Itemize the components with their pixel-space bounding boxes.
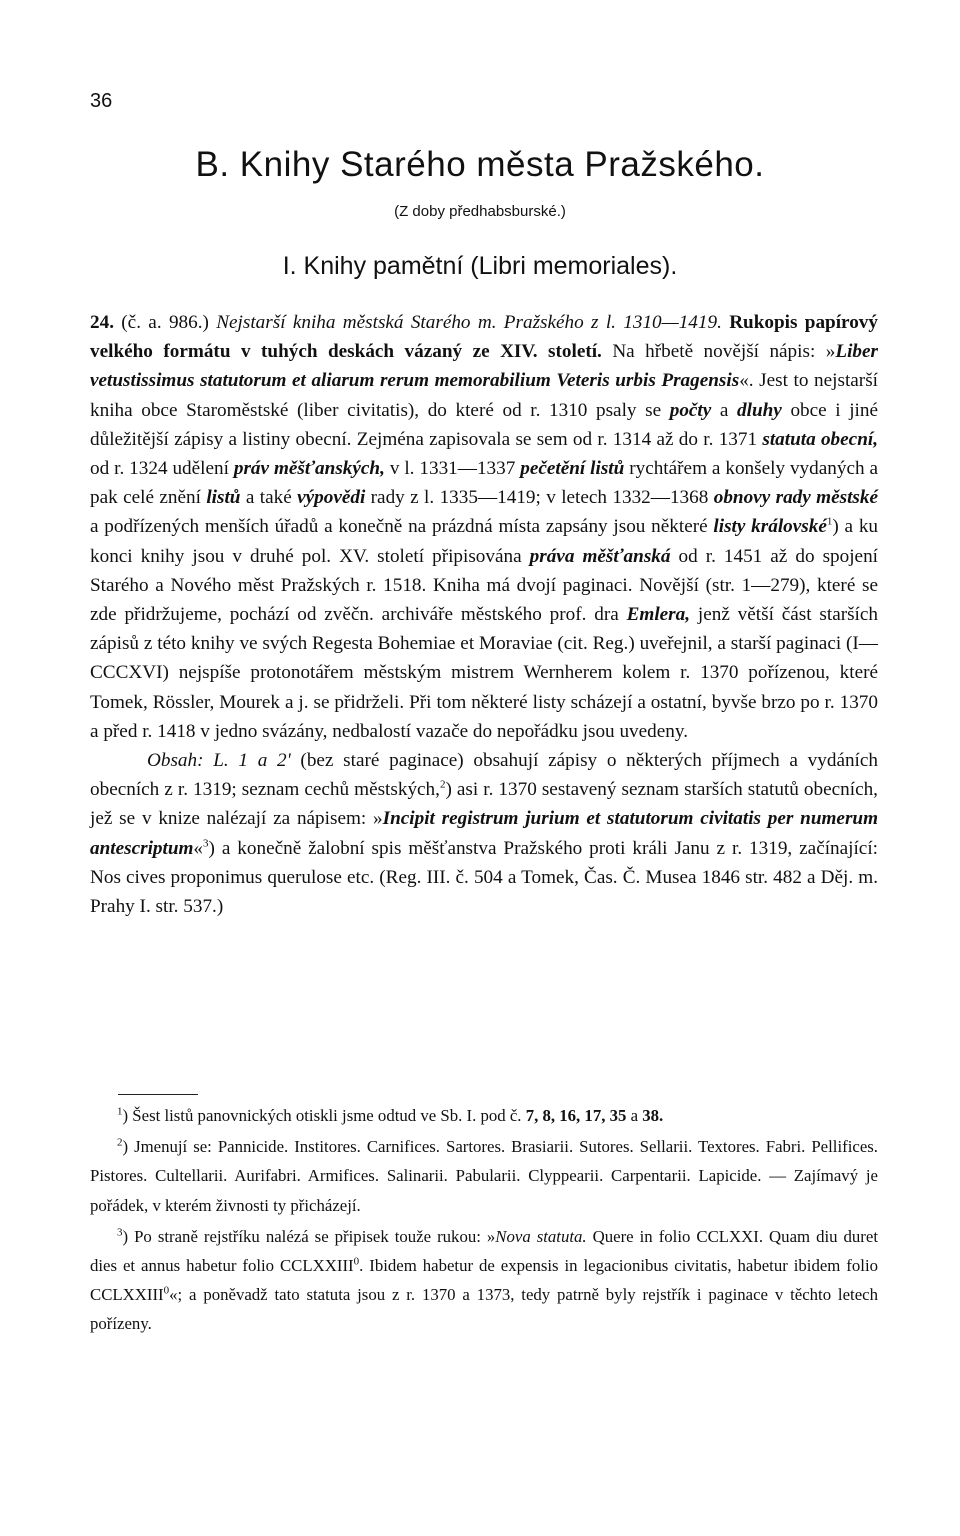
text-span: ) Šest listů panovnických otiskli jsme odtud ve Sb. I. pod č. [122, 1106, 526, 1125]
text-span: v l. 1331—1337 [384, 458, 521, 480]
text-span: «. Jest to nejstarší kniha obce Staroměstské (liber civitatis), do které od r. 1310 psaly se [90, 370, 878, 421]
chapter-subtitle: (Z doby předhabsburské.) [394, 203, 566, 220]
text-span: a podřízených menších úřadů a konečně na prázdná místa zapsány jsou některé [90, 516, 714, 538]
emphasis: 7, 8, 16, 17, 35 [525, 1106, 627, 1125]
superscript: 0 [353, 1255, 360, 1268]
text-span: ) Jmenují se: Pannicide. Institores. Carnifices. Sartores. Brasiarii. Sutores. Sellarii. Textores. Fabri. Pellifices. Pistores. Cultellarii. Aurifabri. Armifices. Salinarii. Pabularii. Clyppearii. Carpentarii. Lapicide. — Zajímavý je pořádek, v kterém živnosti ty přicházejí. [90, 1137, 878, 1215]
footnote-divider [118, 1094, 198, 1095]
text-span: ) a konečně žalobní spis měšťanstva Pražského proti králi Janu z r. 1319, začínající: Nos cives proponimus querulose etc. (Reg. III. č. 504 a Tomek, Čas. Č. Musea 1846 str. 482 a Děj. m. Prahy I. str. 537.) [90, 837, 878, 918]
text-span: Quere in folio CCLXXI. Quam diu duret dies et annus habetur folio CCLXXIII [90, 1226, 879, 1276]
paragraph-description [90, 308, 878, 746]
text-span: obce i jiné důležitější zápisy a listiny obecní. Zejména zapisovala se sem od r. 1314 až do r. 1371 [90, 399, 878, 450]
emphasis: práva měšťanská [529, 545, 671, 567]
text-span: ) asi r. 1370 sestavený seznam starších statutů obecních, jež se v knize nalézají za nápisem: » [90, 779, 878, 830]
text-span: a také [240, 487, 298, 509]
spine-inscription: Liber vetustissimus statutorum et aliarum rerum memorabilium Veteris urbis Pragensis [90, 341, 878, 392]
footnote-mark: 3 [117, 1226, 123, 1239]
text-span: . Ibidem habetur de expensis in legacionibus civitatis, habetur ibidem folio CCLXXIII [90, 1256, 878, 1305]
text-span: jenž větší část starších zápisů z této knihy ve svých Regesta Bohemiae et Moraviae (cit. Reg.) uveřejnil, a starší paginaci (I—CCCXVI) nejspíše protonotářem městským mistrem Wernherem kolem r. 1370 pořízenou, které Tomek, Rössler, Mourek a j. se přidrželi. Při tom některé listy scházejí a ostatní, byvše brzo po r. 1370 a před r. 1418 v jedno svázány, nedbalostí vazače do nepořádku jsou uvedeny. [90, 604, 879, 742]
footnote-2 [90, 1132, 878, 1220]
text-span: (bez staré paginace) obsahují zápisy o některých příjmech a vydáních obecních z r. 1319; seznam cechů městských, [90, 750, 878, 801]
register-title: Incipit registrum jurium et statutorum civitatis per numerum antescriptum [90, 808, 879, 859]
text-span: rady z l. 1335—1419; v letech 1332—1368 [365, 487, 714, 509]
text-span: od r. 1324 udělení [90, 458, 234, 480]
footnote-ref-2[interactable]: 2 [439, 778, 446, 791]
text-span: Na hřbetě novější nápis: » [601, 341, 836, 363]
emphasis: Emlera, [626, 604, 691, 626]
text-span: ) Po straně rejstříku nalézá se připisek touže rukou: » [122, 1226, 496, 1246]
entry-title: Nejstarší kniha městská Starého m. Pražského z l. 1310—1419. [216, 312, 722, 333]
contents-label: Obsah: L. 1 a 2' [147, 750, 291, 772]
entry-physical-description: Rukopis papírový velkého formátu v tuhých deskách vázaný ze XIV. století. [90, 312, 878, 363]
emphasis: 38. [642, 1106, 664, 1125]
footnote-1 [90, 1101, 878, 1130]
text-span: ) a ku konci knihy jsou v druhé pol. XV. století připisována [90, 516, 879, 567]
footnote-ref-3[interactable]: 3 [203, 837, 209, 850]
body-text [90, 308, 878, 921]
text-span: rychtářem a konšely vydaných a pak celé znění [90, 458, 878, 509]
text-span: a [626, 1106, 643, 1125]
footnote-ref-1[interactable]: 1 [826, 516, 833, 529]
entry-number: 24. [90, 312, 114, 333]
chapter-title: B. Knihy Starého města Pražského. [195, 145, 765, 184]
section-heading: I. Knihy pamětní (Libri memoriales). [282, 252, 678, 280]
text-span: «; a poněvadž tato statuta jsou z r. 1370 a 1373, tedy patrně byly rejstřík i paginace v těchto letech pořízeny. [90, 1285, 878, 1334]
emphasis: počty [669, 399, 712, 421]
footnotes [90, 1101, 878, 1341]
text-span: a [711, 399, 738, 421]
text-span: « [193, 837, 204, 859]
text-span: (č. a. 986.) [113, 312, 217, 333]
emphasis: Nova statuta. [495, 1226, 587, 1246]
emphasis: listů [206, 487, 241, 509]
superscript: 0 [163, 1284, 170, 1297]
emphasis: práv měšťanských, [233, 458, 385, 480]
emphasis: pečetění listů [520, 458, 625, 480]
page-number: 36 [90, 90, 113, 112]
footnote-mark: 1 [117, 1105, 123, 1118]
emphasis: obnovy rady městské [713, 487, 878, 509]
emphasis: výpovědi [297, 487, 366, 509]
text-span: od r. 1451 až do spojení Starého a Nového měst Pražských r. 1518. Kniha má dvojí paginaci. Novější (str. 1—279), které se zde přidržujeme, pochází od zvěčn. archiváře městského prof. dra [90, 545, 879, 626]
emphasis: listy královské [713, 516, 827, 538]
paragraph-contents [90, 746, 878, 921]
emphasis: dluhy [737, 399, 782, 421]
footnote-mark: 2 [117, 1136, 123, 1149]
footnote-3 [90, 1222, 878, 1339]
emphasis: statuta obecní, [762, 428, 878, 450]
